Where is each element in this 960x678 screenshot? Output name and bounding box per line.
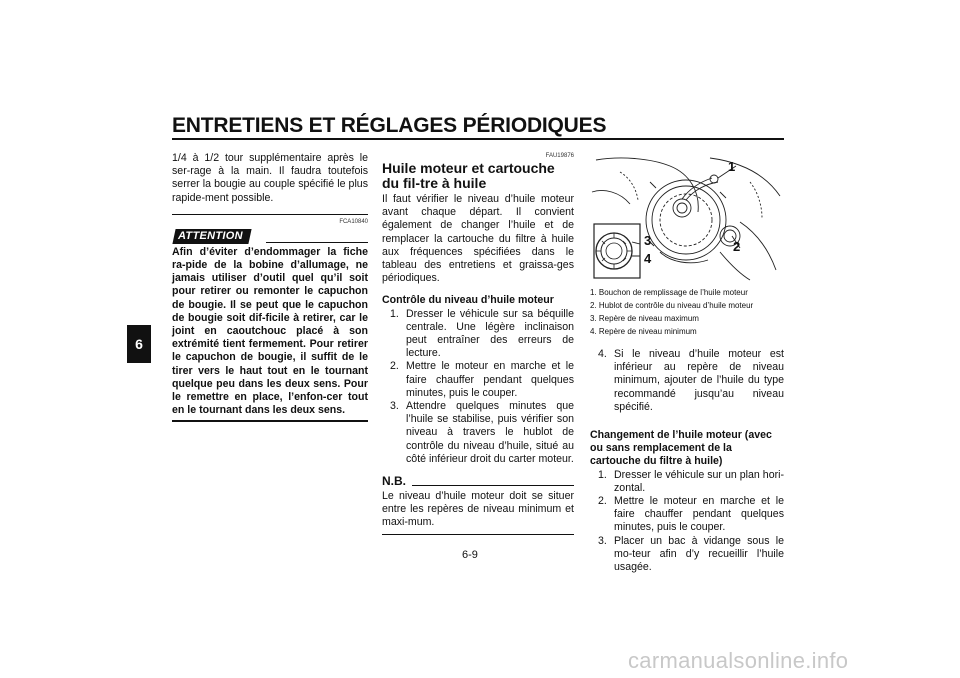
list-item: 3. Attendre quelques minutes que l’huile se stabilise, puis vérifier son niveau à travers le hublot de contrôle du niveau d’huile, situé au côté inférieur droit du carter moteur. bbox=[390, 400, 574, 465]
legend-item: 2. Hublot de contrôle du niveau d’huile moteur bbox=[590, 301, 754, 310]
attention-top-rule bbox=[172, 214, 368, 215]
nb-header bbox=[382, 475, 574, 490]
attention-code: FCA10840 bbox=[339, 218, 368, 225]
list-item: 4. Si le niveau d’huile moteur est inférieur au repère de niveau minimum, ajouter de l’huile du type recommandé jusqu’au niveau spécifié. bbox=[598, 348, 784, 413]
spark-plug-continued-text: 1/4 à 1/2 tour supplémentaire après le ser-rage à la main. Il faudra toutefois serrer la bougie au couple spécifié le plus rapide-ment possible. bbox=[172, 152, 368, 204]
list-item: 1. Dresser le véhicule sur sa béquille centrale. Une légère inclinaison peut entraîner des erreurs de lecture. bbox=[390, 307, 574, 360]
section-title: Huile moteur et cartouche du fil-tre à huile bbox=[382, 160, 555, 191]
engine-illustration bbox=[590, 152, 784, 282]
oil-change-steps bbox=[590, 469, 784, 575]
attention-bottom-rule bbox=[172, 420, 368, 422]
column-2 bbox=[382, 152, 574, 535]
figure-callout-2: 2 bbox=[733, 239, 741, 254]
watermark: carmanualsonline.info bbox=[628, 648, 849, 673]
oil-check-steps bbox=[382, 308, 574, 466]
page-title: ENTRETIENS ET RÉGLAGES PÉRIODIQUES bbox=[172, 114, 607, 137]
oil-check-step-4 bbox=[590, 348, 784, 414]
list-item: 1. Dresser le véhicule sur un plan hori-zontal. bbox=[598, 468, 784, 494]
nb-text: Le niveau d’huile moteur doit se situer entre les repères de niveau minimum et maxi-mum. bbox=[382, 490, 574, 529]
attention-header-line bbox=[266, 242, 368, 243]
page-number: 6-9 bbox=[462, 549, 478, 561]
section-code: FAU19876 bbox=[545, 153, 574, 159]
nb-bottom-rule bbox=[382, 534, 574, 535]
list-item: 2. Mettre le moteur en marche et le faire chauffer pendant quelques minutes, puis le couper. bbox=[598, 495, 784, 534]
nb-label: N.B. bbox=[382, 474, 406, 489]
figure-callout-4: 4 bbox=[644, 251, 652, 266]
oil-check-heading: Contrôle du niveau d’huile moteur bbox=[382, 294, 554, 307]
list-item: 2. Mettre le moteur en marche et le faire chauffer pendant quelques minutes, puis le couper. bbox=[390, 360, 574, 399]
legend-item: 1. Bouchon de remplissage de l’huile moteur bbox=[590, 288, 748, 297]
chapter-tab: 6 bbox=[127, 325, 151, 363]
list-item: 3. Placer un bac à vidange sous le mo-teur afin d’y recueillir l’huile usagée. bbox=[598, 534, 784, 574]
oil-change-heading: Changement de l’huile moteur (avec ou sans remplacement de la cartouche du filtre à huile) bbox=[590, 429, 772, 468]
section-intro: Il faut vérifier le niveau d’huile moteur avant chaque départ. Il convient également de changer l’huile et de remplacer la cartouche du filtre à huile aux fréquences spécifiées dans le tableau des entretiens et graissa-ges périodiques. bbox=[382, 193, 574, 285]
attention-text: Afin d’éviter d’endommager la fiche ra-pide de la bobine d’allumage, ne jamais utiliser d’outil quel qu’il soit pour retirer ou remonter le capuchon de bougie. Il se peut que le capuchon de bougie soit dif-ficile à retirer, car le joint en caoutchouc placé à son extrémité tient fermement. Pour retirer le capuchon de bougie, il suffit de le tirer vers le haut tout en le tournant quelque peu dans les deux sens. Pour le remettre en place, l’enfon-cer tout en le tournant dans les deux sens. bbox=[172, 245, 368, 417]
engine-oil-figure bbox=[590, 152, 784, 282]
column-3 bbox=[590, 152, 784, 574]
figure-callout-3: 3 bbox=[644, 233, 652, 248]
nb-header-line bbox=[412, 485, 574, 486]
legend-item: 3. Repère de niveau maximum bbox=[590, 314, 699, 323]
title-divider bbox=[172, 138, 784, 140]
attention-header bbox=[172, 228, 368, 246]
legend-item: 4. Repère de niveau minimum bbox=[590, 327, 697, 336]
figure-legend bbox=[590, 286, 784, 338]
column-1 bbox=[172, 152, 368, 422]
attention-label: ATTENTION bbox=[178, 229, 243, 242]
figure-callout-1: 1 bbox=[728, 159, 736, 174]
